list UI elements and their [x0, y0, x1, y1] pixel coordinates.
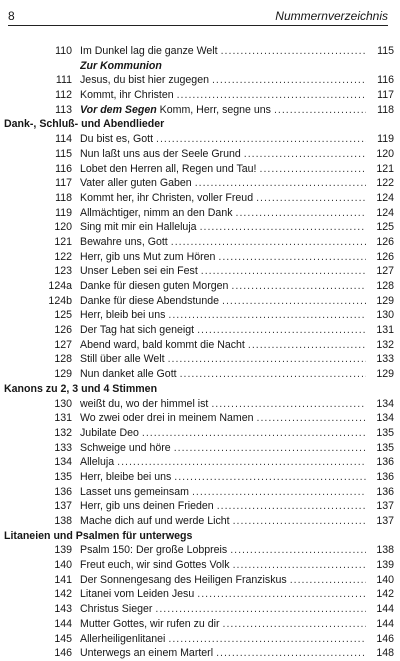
entry-page-number: 115	[377, 45, 394, 57]
toc-entry	[0, 338, 400, 353]
entry-title-text: Lasset uns gemeinsam	[80, 485, 189, 498]
dot-leader	[274, 103, 366, 118]
entry-title-text: Herr, gib uns Mut zum Hören	[80, 250, 216, 263]
entry-title	[80, 499, 366, 514]
entry-title-text: Du bist es, Gott	[80, 133, 154, 146]
toc-entry	[0, 220, 400, 235]
entry-title	[80, 147, 366, 162]
toc-entry	[0, 176, 400, 191]
entry-title	[80, 308, 366, 323]
entry-title	[80, 617, 366, 632]
entry-title	[80, 441, 366, 456]
entry-number: 128	[54, 353, 72, 366]
dot-leader	[218, 250, 366, 265]
entry-title	[80, 294, 366, 309]
entry-title	[80, 514, 366, 529]
entry-page-number: 146	[376, 632, 394, 645]
entry-number: 117	[55, 177, 72, 190]
entry-title	[80, 397, 366, 412]
dot-leader	[155, 602, 366, 617]
entry-page-number: 119	[377, 133, 394, 146]
entry-title-text: Mache dich auf und werde Licht	[80, 515, 230, 527]
dot-leader	[257, 411, 367, 426]
toc-entry	[0, 499, 400, 514]
toc-entry	[0, 162, 400, 177]
entry-page-number: 135	[376, 441, 394, 454]
toc-entry	[0, 88, 400, 103]
table-of-contents	[0, 44, 400, 661]
entry-number: 131	[54, 412, 72, 425]
toc-entry	[0, 44, 400, 59]
entry-number: 134	[54, 456, 72, 469]
entry-page-number: 122	[376, 177, 394, 190]
entry-title-text: Allerheiligenlitanei	[80, 632, 166, 645]
dot-leader	[211, 397, 366, 412]
dot-leader	[201, 264, 366, 279]
entry-page-number: 136	[376, 485, 394, 498]
entry-title-text: Jubilate Deo	[80, 426, 139, 439]
toc-entry	[0, 250, 400, 265]
entry-title	[80, 646, 366, 661]
toc-entry	[0, 206, 400, 221]
entry-page-number: 117	[377, 89, 394, 102]
entry-title	[80, 176, 366, 191]
entry-title-text: Komm, Herr, segne uns	[156, 103, 271, 116]
dot-leader	[231, 279, 366, 294]
entry-page-number: 140	[376, 573, 394, 586]
entry-number: 135	[54, 470, 72, 483]
entry-page-number: 139	[376, 559, 394, 572]
entry-title	[80, 558, 366, 573]
toc-entry	[0, 103, 400, 118]
entry-number: 132	[54, 426, 72, 439]
toc-entry	[0, 441, 400, 456]
entry-page-number: 134	[376, 397, 394, 410]
toc-entry	[0, 543, 400, 558]
toc-entry	[0, 411, 400, 426]
entry-title-text: Nun laßt uns aus der Seele Grund	[80, 147, 241, 160]
entry-title	[80, 132, 366, 147]
entry-page-number: 136	[376, 470, 394, 483]
toc-entry	[0, 367, 400, 382]
dot-leader	[180, 367, 366, 382]
heading-text: Litaneien und Psalmen für unterwegs	[4, 529, 193, 542]
dot-leader	[216, 646, 366, 661]
page-number: 8	[8, 9, 15, 23]
dot-leader	[174, 470, 366, 485]
toc-entry	[0, 132, 400, 147]
dot-leader	[117, 455, 366, 470]
entry-title-text: Herr, bleib bei uns	[80, 309, 166, 322]
entry-title	[80, 470, 366, 485]
toc-entry	[0, 235, 400, 250]
entry-title-text: Danke für diesen guten Morgen	[80, 280, 229, 292]
toc-entry	[0, 73, 400, 88]
entry-title-text: Sing mit mir ein Halleluja	[80, 221, 197, 234]
toc-entry	[0, 352, 400, 367]
entry-page-number: 136	[376, 456, 394, 469]
entry-title	[80, 250, 366, 265]
entry-title-text: Freut euch, wir sind Gottes Volk	[80, 559, 230, 572]
dot-leader	[168, 352, 366, 367]
entry-page-number: 137	[376, 515, 394, 527]
entry-page-number: 124	[376, 206, 394, 219]
dot-leader	[233, 514, 366, 529]
entry-title	[80, 455, 366, 470]
toc-entry	[0, 587, 400, 602]
dot-leader	[221, 44, 366, 59]
entry-title-text: Unterwegs an einem Marterl	[80, 647, 214, 660]
entry-number: 113	[55, 103, 72, 116]
entry-title	[80, 411, 366, 426]
toc-entry	[0, 514, 400, 529]
entry-title	[80, 352, 366, 367]
toc-entry	[0, 397, 400, 412]
toc-entry	[0, 323, 400, 338]
entry-number: 118	[55, 191, 72, 204]
toc-entry	[0, 558, 400, 573]
entry-page-number: 144	[376, 617, 394, 630]
entry-number: 121	[54, 235, 72, 248]
dot-leader	[217, 499, 366, 514]
entry-page-number: 148	[376, 647, 394, 660]
entry-title-text: Christus Sieger	[80, 603, 153, 616]
subsection-heading	[0, 59, 400, 74]
entry-title	[80, 573, 366, 588]
entry-number: 116	[55, 162, 72, 175]
entry-title	[80, 220, 366, 235]
dot-leader	[256, 191, 366, 206]
entry-page-number: 124	[376, 191, 394, 204]
heading-text: Dank-, Schluß- und Abendlieder	[4, 118, 165, 131]
entry-title	[80, 162, 366, 177]
entry-number: 143	[54, 603, 72, 616]
entry-title-text: Still über alle Welt	[80, 353, 165, 366]
entry-page-number: 137	[376, 500, 394, 513]
dot-leader	[212, 73, 366, 88]
entry-page-number: 125	[376, 221, 394, 234]
entry-title	[80, 323, 366, 338]
entry-number: 123	[54, 265, 72, 278]
entry-page-number: 120	[376, 147, 394, 160]
dot-leader	[244, 147, 366, 162]
dot-leader	[197, 323, 366, 338]
entry-page-number: 144	[376, 603, 394, 616]
dot-leader	[197, 587, 366, 602]
section-heading	[0, 529, 400, 544]
entry-number: 140	[54, 559, 72, 572]
entry-title	[80, 103, 366, 118]
entry-title	[80, 88, 366, 103]
entry-number: 130	[54, 397, 72, 410]
entry-number: 125	[54, 309, 72, 322]
entry-page-number: 116	[377, 74, 394, 87]
entry-title-text: Nun danket alle Gott	[80, 368, 177, 381]
entry-page-number: 126	[376, 235, 394, 248]
toc-entry	[0, 426, 400, 441]
entry-title-text: Abend ward, bald kommt die Nacht	[80, 338, 245, 351]
entry-title	[80, 602, 366, 617]
entry-number: 124a	[48, 280, 72, 292]
dot-leader	[142, 426, 366, 441]
toc-entry	[0, 455, 400, 470]
entry-page-number: 129	[376, 368, 394, 381]
entry-title-text: Wo zwei oder drei in meinem Namen	[80, 412, 254, 425]
entry-title	[80, 191, 366, 206]
section-heading	[0, 382, 400, 397]
entry-title	[80, 338, 366, 353]
dot-leader	[222, 294, 366, 309]
entry-title-text: Im Dunkel lag die ganze Welt	[80, 45, 218, 57]
toc-entry	[0, 646, 400, 661]
entry-number: 139	[54, 544, 72, 557]
entry-title-text: Der Sonnengesang des Heiligen Franziskus	[80, 573, 287, 586]
entry-title-text: Alleluja	[80, 456, 115, 469]
header-rule	[8, 25, 388, 26]
entry-title-text: Vater aller guten Gaben	[80, 177, 192, 190]
entry-title	[80, 264, 366, 279]
toc-entry	[0, 294, 400, 309]
entry-number: 115	[55, 147, 72, 160]
entry-title-text: Der Tag hat sich geneigt	[80, 324, 195, 337]
dot-leader	[200, 220, 366, 235]
dot-leader	[168, 632, 366, 647]
dot-leader	[195, 176, 366, 191]
entry-number: 114	[55, 133, 72, 146]
entry-page-number: 128	[376, 280, 394, 292]
entry-number: 127	[54, 338, 72, 351]
entry-number: 136	[54, 485, 72, 498]
dot-leader	[177, 88, 366, 103]
dot-leader	[223, 617, 366, 632]
entry-title	[80, 73, 366, 88]
entry-title-text: Lobet den Herren all, Regen und Tau!	[80, 162, 257, 175]
entry-page-number: 135	[376, 426, 394, 439]
entry-page-number: 134	[376, 412, 394, 425]
entry-page-number: 126	[376, 250, 394, 263]
toc-entry	[0, 632, 400, 647]
entry-title-emphasis: Vor dem Segen	[80, 103, 157, 116]
entry-title-text: Bewahre uns, Gott	[80, 235, 168, 248]
entry-number: 146	[54, 647, 72, 660]
page-header	[8, 6, 388, 26]
entry-title	[80, 543, 366, 558]
page-title: Nummernverzeichnis	[275, 9, 388, 23]
entry-title-text: Unser Leben sei ein Fest	[80, 265, 198, 278]
entry-number: 112	[55, 89, 72, 102]
dot-leader	[233, 558, 366, 573]
dot-leader	[230, 543, 366, 558]
entry-title	[80, 632, 366, 647]
dot-leader	[168, 308, 366, 323]
dot-leader	[174, 441, 366, 456]
entry-page-number: 127	[376, 265, 394, 278]
entry-number: 142	[54, 588, 72, 601]
entry-page-number: 138	[376, 544, 394, 557]
entry-title	[80, 206, 366, 221]
entry-page-number: 142	[376, 588, 394, 601]
entry-number: 144	[54, 617, 72, 630]
entry-page-number: 118	[377, 103, 394, 116]
entry-page-number: 133	[376, 353, 394, 366]
entry-page-number: 121	[376, 162, 394, 175]
entry-page-number: 132	[376, 338, 394, 351]
entry-title-text: Schweige und höre	[80, 441, 171, 454]
toc-entry	[0, 573, 400, 588]
entry-number: 122	[54, 250, 72, 263]
toc-entry	[0, 470, 400, 485]
entry-title-text: Jesus, du bist hier zugegen	[80, 74, 209, 87]
entry-number: 111	[55, 74, 72, 87]
entry-number: 129	[54, 368, 72, 381]
entry-title-text: Kommt, ihr Christen	[80, 89, 174, 102]
entry-title	[80, 235, 366, 250]
toc-entry	[0, 264, 400, 279]
toc-entry	[0, 617, 400, 632]
entry-title-text: weißt du, wo der himmel ist	[80, 397, 209, 410]
entry-title-text: Danke für diese Abendstunde	[80, 294, 219, 307]
toc-entry	[0, 308, 400, 323]
entry-title-text: Psalm 150: Der große Lobpreis	[80, 544, 228, 557]
entry-title	[80, 587, 366, 602]
dot-leader	[260, 162, 367, 177]
dot-leader	[248, 338, 366, 353]
entry-number: 124b	[48, 294, 72, 307]
entry-title-text: Mutter Gottes, wir rufen zu dir	[80, 617, 220, 630]
entry-title	[80, 426, 366, 441]
entry-title-text: Kommt her, ihr Christen, voller Freud	[80, 191, 254, 204]
heading-text: Kanons zu 2, 3 und 4 Stimmen	[4, 382, 158, 395]
toc-entry	[0, 602, 400, 617]
entry-title	[80, 367, 366, 382]
entry-title-text: Litanei vom Leiden Jesu	[80, 588, 195, 601]
dot-leader	[192, 485, 366, 500]
entry-title	[80, 279, 366, 294]
entry-title-text: Herr, bleibe bei uns	[80, 470, 172, 483]
entry-number: 141	[54, 573, 72, 586]
entry-page-number: 130	[376, 309, 394, 322]
dot-leader	[171, 235, 366, 250]
dot-leader	[156, 132, 366, 147]
entry-number: 138	[54, 515, 72, 527]
toc-entry	[0, 485, 400, 500]
entry-number: 110	[55, 45, 72, 57]
entry-number: 120	[54, 221, 72, 234]
entry-page-number: 129	[376, 294, 394, 307]
toc-entry	[0, 279, 400, 294]
entry-page-number: 131	[376, 324, 394, 337]
dot-leader	[236, 206, 366, 221]
toc-entry	[0, 147, 400, 162]
section-heading	[0, 117, 400, 132]
entry-number: 126	[54, 324, 72, 337]
dot-leader	[290, 573, 366, 588]
entry-number: 133	[54, 441, 72, 454]
entry-title	[80, 44, 366, 59]
toc-entry	[0, 191, 400, 206]
entry-number: 119	[55, 206, 72, 219]
entry-number: 145	[54, 632, 72, 645]
entry-title-text: Herr, gib uns deinen Frieden	[80, 500, 214, 513]
entry-number: 137	[54, 500, 72, 513]
heading-text: Zur Kommunion	[80, 59, 162, 72]
entry-title	[80, 485, 366, 500]
entry-title-text: Allmächtiger, nimm an den Dank	[80, 206, 233, 219]
